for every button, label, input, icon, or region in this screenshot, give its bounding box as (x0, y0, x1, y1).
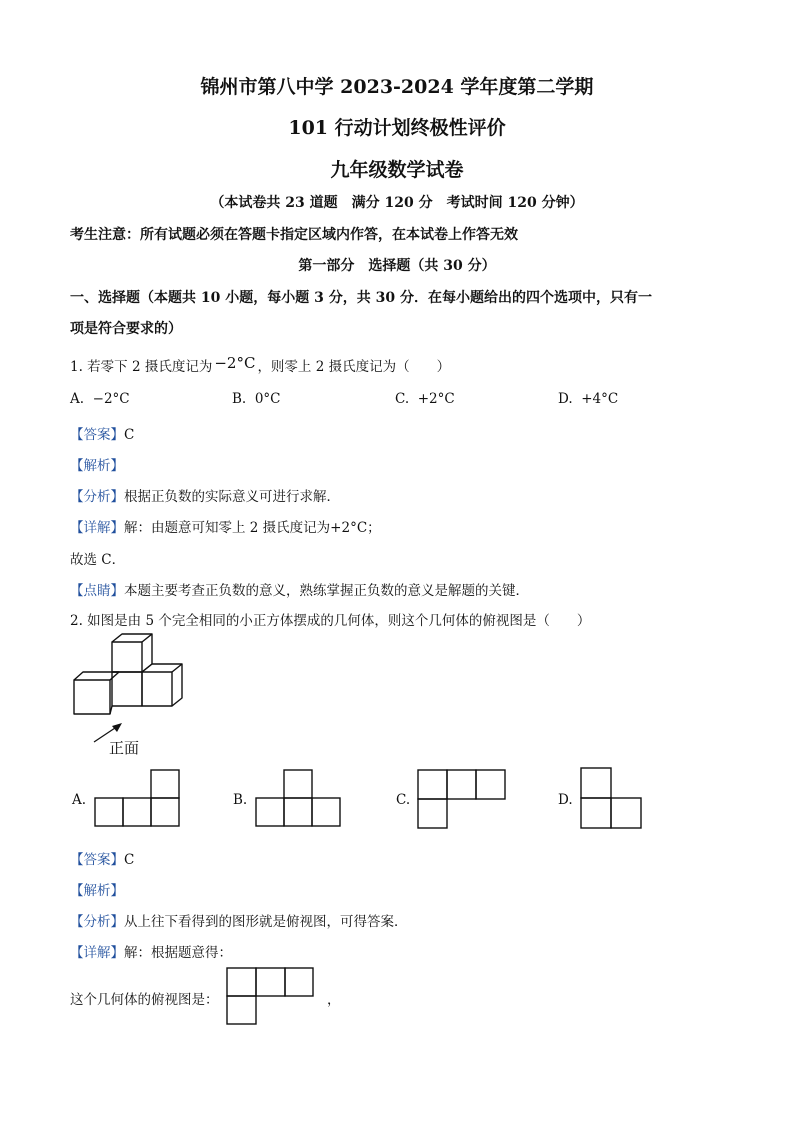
q2-result-prefix: 这个几何体的俯视图是： (70, 992, 219, 1008)
q2-fenxi (70, 910, 408, 930)
fenxi-text: 根据正负数的实际意义可进行求解． (124, 489, 340, 505)
answer-value: C (124, 427, 135, 443)
option-text: +4°C (581, 391, 619, 407)
option-letter: C. (395, 391, 410, 407)
option-letter: A. (70, 391, 85, 407)
q2-result-figure (224, 966, 316, 1028)
xiangjie-text: 解：根据题意得： (124, 945, 232, 961)
q2-option-c-letter: C. (396, 792, 411, 808)
xiangjie-tag: 【详解】 (70, 945, 124, 961)
q1-option-a (70, 391, 130, 407)
part-heading: 第一部分 选择题（共 30 分） (298, 258, 496, 274)
q2-option-d-figure (578, 766, 648, 830)
q2-option-a-letter: A. (72, 792, 87, 808)
dianjing-tag: 【点睛】 (70, 583, 124, 599)
answer-tag: 【答案】 (70, 852, 124, 868)
q1-stem-math: −2°C (214, 354, 256, 372)
option-letter: B. (232, 391, 247, 407)
q1-analysis-tag: 【解析】 (70, 458, 124, 474)
q1-fenxi (70, 485, 340, 505)
notice: 考生注意：所有试题必须在答题卡指定区域内作答，在本试卷上作答无效 (70, 227, 518, 243)
q1-option-d (558, 391, 618, 407)
option-text: −2°C (92, 391, 130, 407)
answer-tag: 【答案】 (70, 427, 124, 443)
q2-xiangjie (70, 941, 232, 961)
xiangjie-text: 解：由题意可知零上 2 摄氏度记为+2°C； (124, 520, 381, 536)
q2-option-b-letter: B. (233, 792, 248, 808)
front-arrow-head (112, 723, 122, 732)
q1-option-c (395, 391, 455, 407)
q2-option-a-figure (92, 768, 182, 830)
q1-stem-part1: 1. 若零下 2 摄氏度记为 (70, 359, 213, 375)
q1-option-b (232, 391, 280, 407)
section-heading-line2: 项是符合要求的） (70, 321, 182, 337)
q2-stem: 2. 如图是由 5 个完全相同的小正方体摆成的几何体，则这个几何体的俯视图是（ ） (70, 613, 591, 629)
q2-option-c-figure (415, 768, 507, 830)
front-label: 正面 (109, 739, 140, 757)
exam-title-line1: 锦州市第八中学 2023-2024 学年度第二学期 (200, 76, 594, 98)
q1-conclusion: 故选 C． (70, 552, 126, 568)
q2-cube-figure (70, 632, 200, 742)
q1-stem-part2: ，则零上 2 摄氏度记为（ ） (257, 359, 451, 375)
q2-analysis-tag: 【解析】 (70, 883, 124, 899)
section-heading-line1: 一、选择题（本题共 10 小题，每小题 3 分，共 30 分．在每小题给出的四个选项中，只有一 (70, 290, 652, 306)
q1-stem (70, 355, 450, 375)
exam-title-line3: 九年级数学试卷 (330, 159, 464, 181)
q1-xiangjie (70, 516, 381, 536)
xiangjie-tag: 【详解】 (70, 520, 124, 536)
fenxi-tag: 【分析】 (70, 489, 124, 505)
fenxi-tag: 【分析】 (70, 914, 124, 930)
answer-value: C (124, 852, 135, 868)
exam-title-line2: 101 行动计划终极性评价 (288, 117, 506, 139)
option-letter: D. (558, 391, 573, 407)
option-text: 0°C (254, 391, 281, 407)
q2-result-suffix: ， (327, 992, 341, 1008)
dianjing-text: 本题主要考查正负数的意义，熟练掌握正负数的意义是解题的关键． (124, 583, 529, 599)
q2-answer (70, 848, 134, 868)
option-text: +2°C (417, 391, 455, 407)
fenxi-text: 从上往下看得到的图形就是俯视图，可得答案． (124, 914, 408, 930)
q2-option-d-letter: D. (558, 792, 573, 808)
q1-answer (70, 423, 134, 443)
exam-info: （本试卷共 23 道题 满分 120 分 考试时间 120 分钟） (210, 195, 584, 211)
q1-dianjing (70, 579, 529, 599)
q2-option-b-figure (253, 768, 345, 830)
